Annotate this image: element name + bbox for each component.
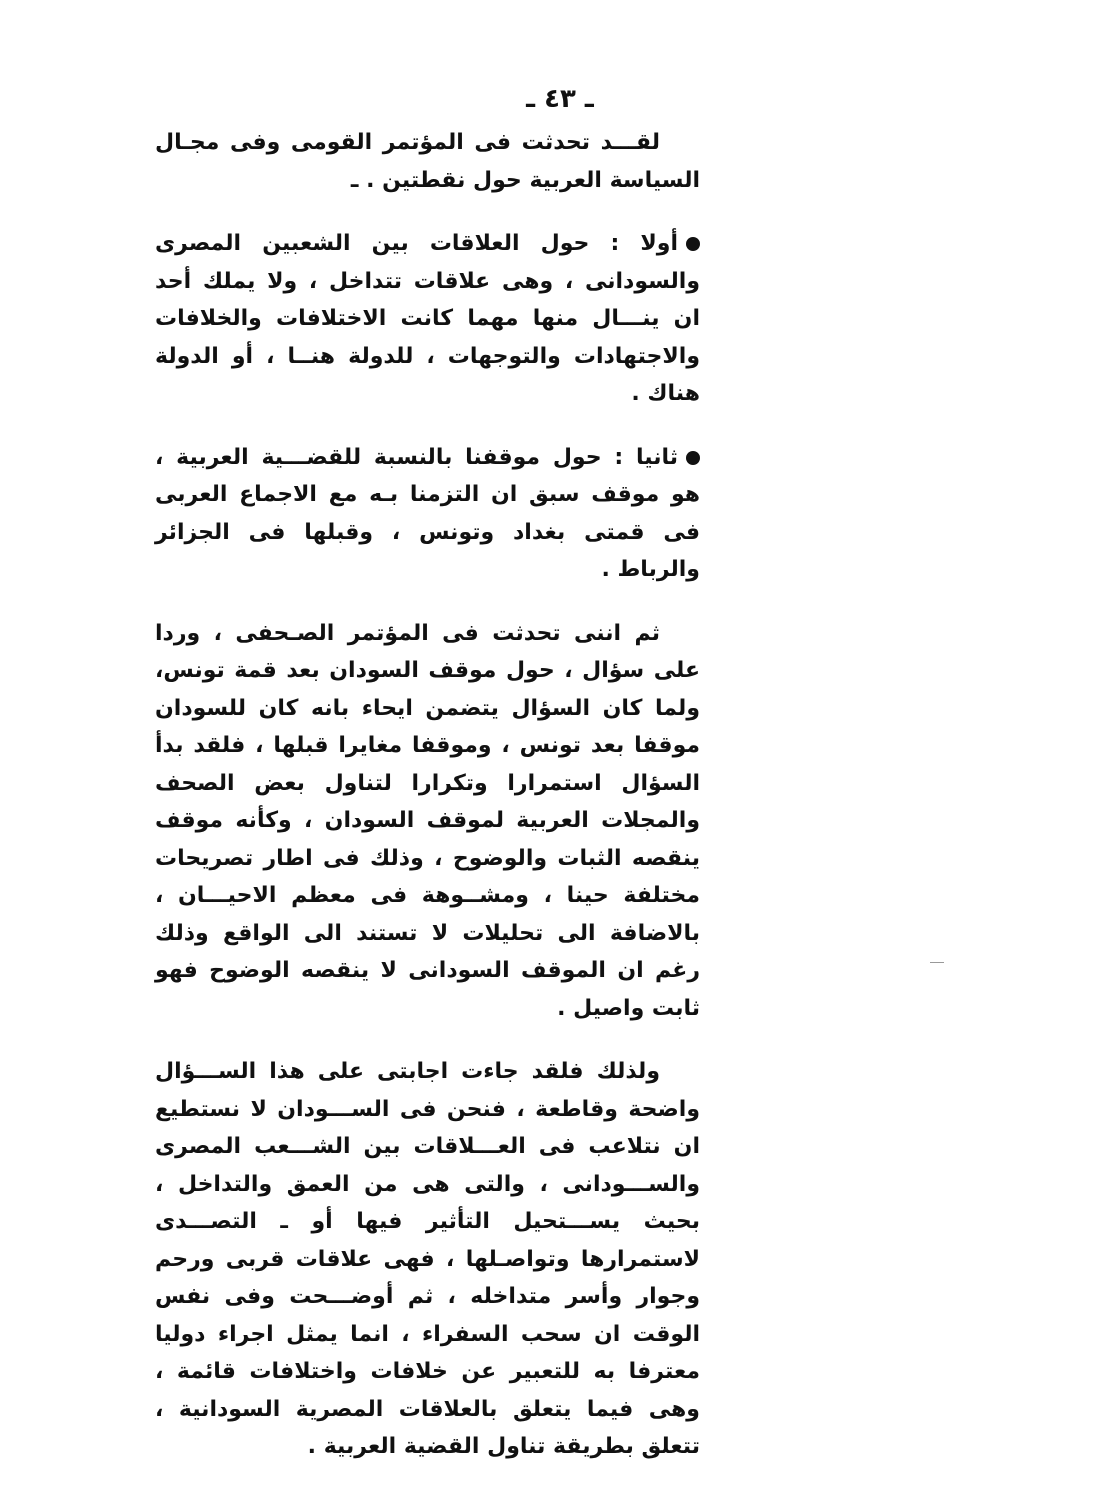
paragraph-press-conference [155, 615, 700, 1028]
paragraph-intro [155, 124, 700, 199]
paragraph-answer [155, 1053, 700, 1466]
body-text [155, 124, 700, 1492]
filled-circle-bullet-icon [686, 451, 700, 465]
paragraph-text: ثانيا : حول موقفنا بالنسبة للقضـــية العربية ، هو موقف سبق ان التزمنا بـه مع الاجماع العربى فى قمتى بغداد وتونس ، وقبلها فى الجزائر والرباط . [155, 444, 700, 582]
scan-margin-mark [930, 962, 944, 963]
filled-circle-bullet-icon [686, 237, 700, 251]
page-number: ـ ٤٣ ـ [526, 84, 594, 114]
paragraph-text: ثم اننى تحدثت فى المؤتمر الصـحفى ، وردا على سؤال ، حول موقف السودان بعد قمة تونس، ولما كان السؤال يتضمن ايحاء بانه كان للسودان موقفا بعد تونس ، وموقفا مغايرا قبلها ، فلقد بدأ السؤال استمرارا وتكرارا لتناول بعض الصحف والمجلات العربية لموقف السودان ، وكأنه موقف ينقصه الثبات والوضوح ، وذلك فى اطار تصريحات مختلفة حينا ، ومشــوهة فى معظم الاحيـــان ، بالاضافة الى تحليلات لا تستند الى الواقع وذلك رغم ان الموقف السودانى لا ينقصه الوضوح فهو ثابت واصيل . [155, 620, 700, 1021]
paragraph-bullet-first [155, 225, 700, 413]
paragraph-text: أولا : حول العلاقات بين الشعبين المصرى والسودانى ، وهى علاقات تتداخل ، ولا يملك أحد ان ينـــال منها مهما كانت الاختلافات والخلافات والاجتهادات والتوجهات ، للدولة هنــا ، أو الدولة هناك . [155, 231, 700, 406]
paragraph-text: لقـــد تحدثت فى المؤتمر القومى وفى مجـال السياسة العربية حول نقطتين . ـ [155, 130, 700, 193]
paragraph-text: ولذلك فلقد جاءت اجابتى على هذا الســـؤال واضحة وقاطعة ، فنحن فى الســـودان لا نستطيع ان نتلاعب فى العـــلاقات بين الشـــعب المصرى والســـودانى ، والتى هى من العمق والتداخل ، بحيث يســـتحيل التأثير فيها أو ـ التصـــدى لاستمرارها وتواصـلها ، فهى علاقات قربى ورحم وجوار وأسر متداخله ، ثم أوضـــحت وفى نفس الوقت ان سحب السفراء ، انما يمثل اجراء دوليا معترفا به للتعبير عن خلافات واختلافات قائمة ، وهى فيما يتعلق بالعلاقات المصرية السودانية ، تتعلق بطريقة تناول القضية العربية . [155, 1059, 700, 1459]
paragraph-bullet-second [155, 439, 700, 589]
